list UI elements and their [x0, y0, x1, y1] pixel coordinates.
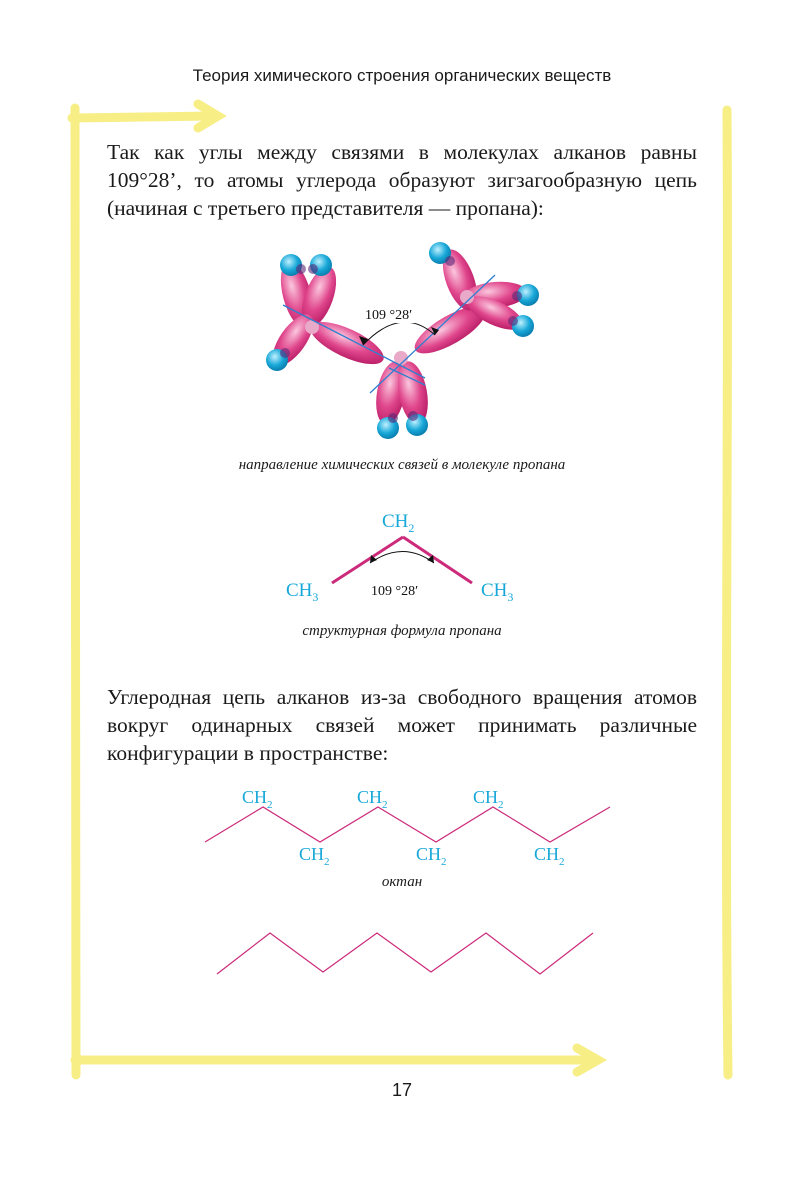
- paragraph-bond-angles: Так как углы между связями в молекулах алканов равны 109°28’, то атомы углерода образуют зигзагообразную цепь (начиная с третьего представителя — пропана):: [107, 140, 697, 220]
- model-angle-label: 109 °28′: [365, 308, 413, 323]
- svg-text:CH2: $CH_2$: [416, 844, 447, 868]
- frame-top-line: [72, 116, 212, 118]
- svg-text:CH2: $CH_2$: [473, 787, 504, 811]
- octane-ch2-1: CH: [242, 787, 268, 807]
- octane-ch2-6: CH: [534, 844, 560, 864]
- formula-right-sub: 3: [507, 590, 514, 604]
- bond-left: [332, 537, 403, 583]
- octane-alternate-conformation: [210, 925, 610, 985]
- svg-text:CH2: [382, 511, 414, 535]
- model-caption: направление химических связей в молекуле пропана: [238, 457, 566, 473]
- formula-center-sub: 2: [408, 521, 415, 535]
- propane-structural-formula: [270, 505, 540, 615]
- octane-caption: октан: [381, 874, 423, 890]
- svg-text:CH2: $CH_2$: [534, 844, 565, 868]
- formula-left-sub: 3: [312, 590, 319, 604]
- formula-left-ch: CH: [286, 580, 313, 601]
- svg-text:CH3: [481, 580, 513, 604]
- svg-text:CH3: [286, 580, 318, 604]
- svg-text:CH2: $CH_2$: [242, 787, 273, 811]
- paragraph-chain-configurations: Углеродная цепь алканов из-за свободного вращения атомов вокруг одинарных связей может принимать различные конфигурации в пространстве:: [107, 685, 697, 765]
- formula-caption: структурная формула пропана: [302, 623, 502, 639]
- svg-text:CH2: $CH_2$: [357, 787, 388, 811]
- running-header: Теория химического строения органических веществ: [192, 66, 612, 85]
- formula-angle-label: 109 °28′: [371, 584, 419, 599]
- frame-left-line: [75, 108, 76, 1075]
- frame-right-line: [726, 110, 728, 1075]
- octane-ch2-2: CH: [299, 844, 325, 864]
- octane-ch2-4: CH: [416, 844, 442, 864]
- propane-orbital-model: [255, 235, 555, 445]
- formula-right-ch: CH: [481, 580, 508, 601]
- octane-ch2-3: CH: [357, 787, 383, 807]
- svg-text:CH2: $CH_2$: [299, 844, 330, 868]
- octane-ch2-5: CH: [473, 787, 499, 807]
- page-number: 17: [391, 1080, 413, 1100]
- octane-zigzag: [200, 785, 620, 875]
- formula-center-ch: CH: [382, 511, 409, 532]
- bond-right: [403, 537, 472, 583]
